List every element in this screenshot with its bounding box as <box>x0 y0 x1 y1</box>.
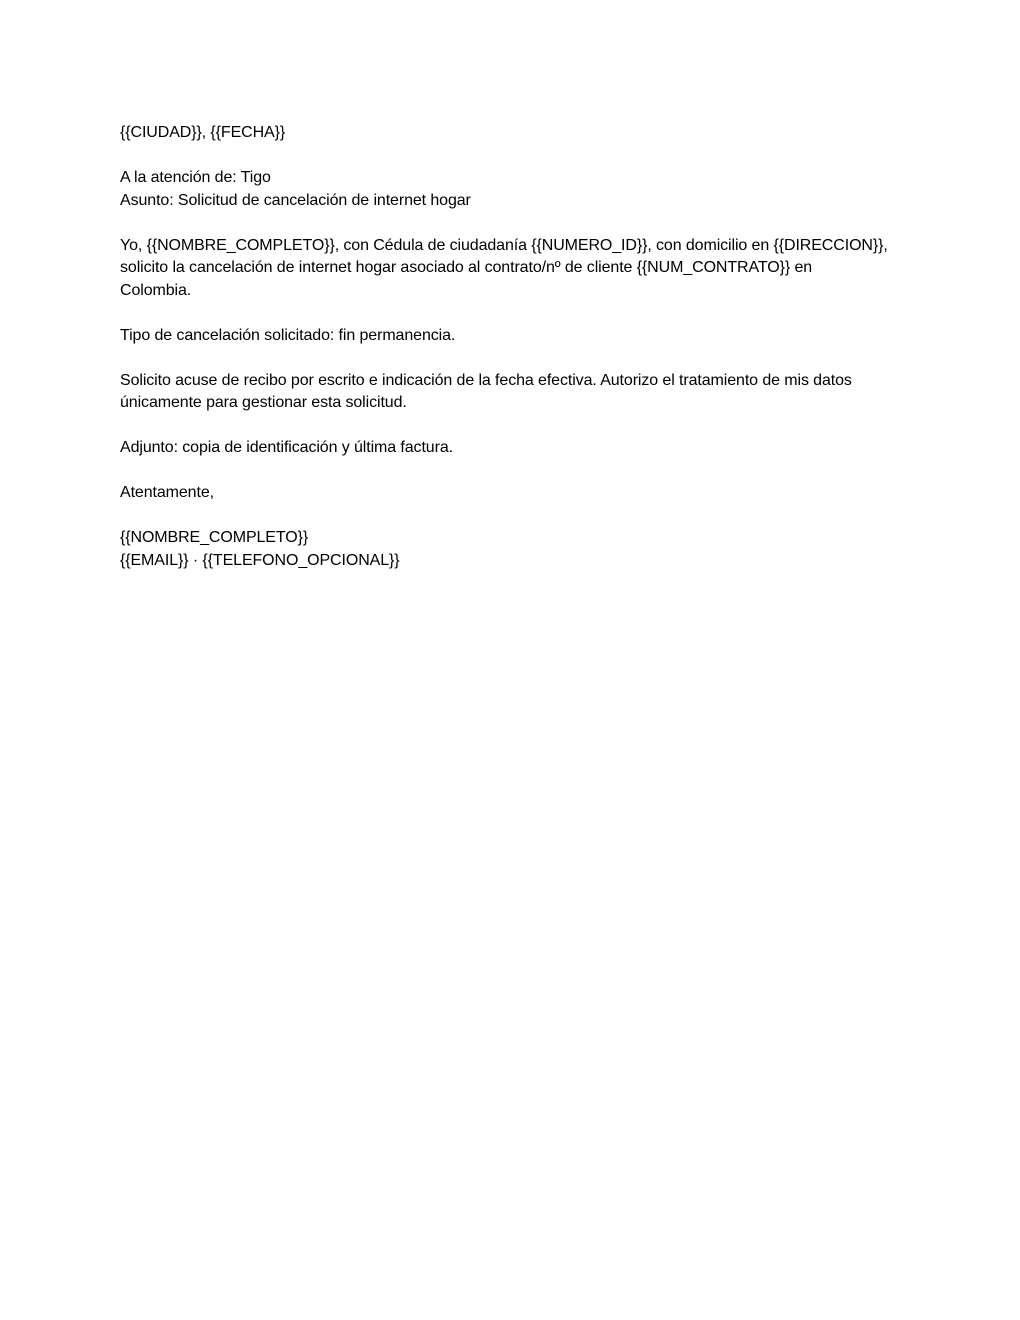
subject-line: Asunto: Solicitud de cancelación de internet hogar <box>120 191 471 209</box>
signature-block <box>120 527 910 572</box>
signature-contact: {{EMAIL}} · {{TELEFONO_OPCIONAL}} <box>120 551 400 569</box>
statement-line-1: Yo, {{NOMBRE_COMPLETO}}, con Cédula de ciudadanía {{NUMERO_ID}}, con domicilio en {{DIRECCION}}, <box>120 236 888 254</box>
cancellation-type-paragraph <box>120 325 910 348</box>
statement-line-3: Colombia. <box>120 281 192 299</box>
request-paragraph <box>120 370 910 415</box>
attachments: Adjunto: copia de identificación y última factura. <box>120 439 453 456</box>
cancellation-type: Tipo de cancelación solicitado: fin permanencia. <box>120 326 456 344</box>
request-line-2: únicamente para gestionar esta solicitud. <box>120 394 407 411</box>
statement-paragraph <box>120 235 910 303</box>
signature-name: {{NOMBRE_COMPLETO}} <box>120 529 309 546</box>
closing: Atentamente, <box>120 484 214 501</box>
place-date: {{CIUDAD}}, {{FECHA}} <box>120 124 286 141</box>
closing-paragraph <box>120 482 910 505</box>
attachments-paragraph <box>120 437 910 460</box>
header-paragraph <box>120 167 910 212</box>
statement-line-2: solicito la cancelación de internet hogar asociado al contrato/nº de cliente {{NUM_CONTRATO}} en <box>120 259 813 276</box>
letter-body <box>120 122 910 595</box>
request-line-1: Solicito acuse de recibo por escrito e indicación de la fecha efectiva. Autorizo el tratamiento de mis datos <box>120 371 852 389</box>
attention-line: A la atención de: Tigo <box>120 169 271 186</box>
place-date-paragraph <box>120 122 910 145</box>
